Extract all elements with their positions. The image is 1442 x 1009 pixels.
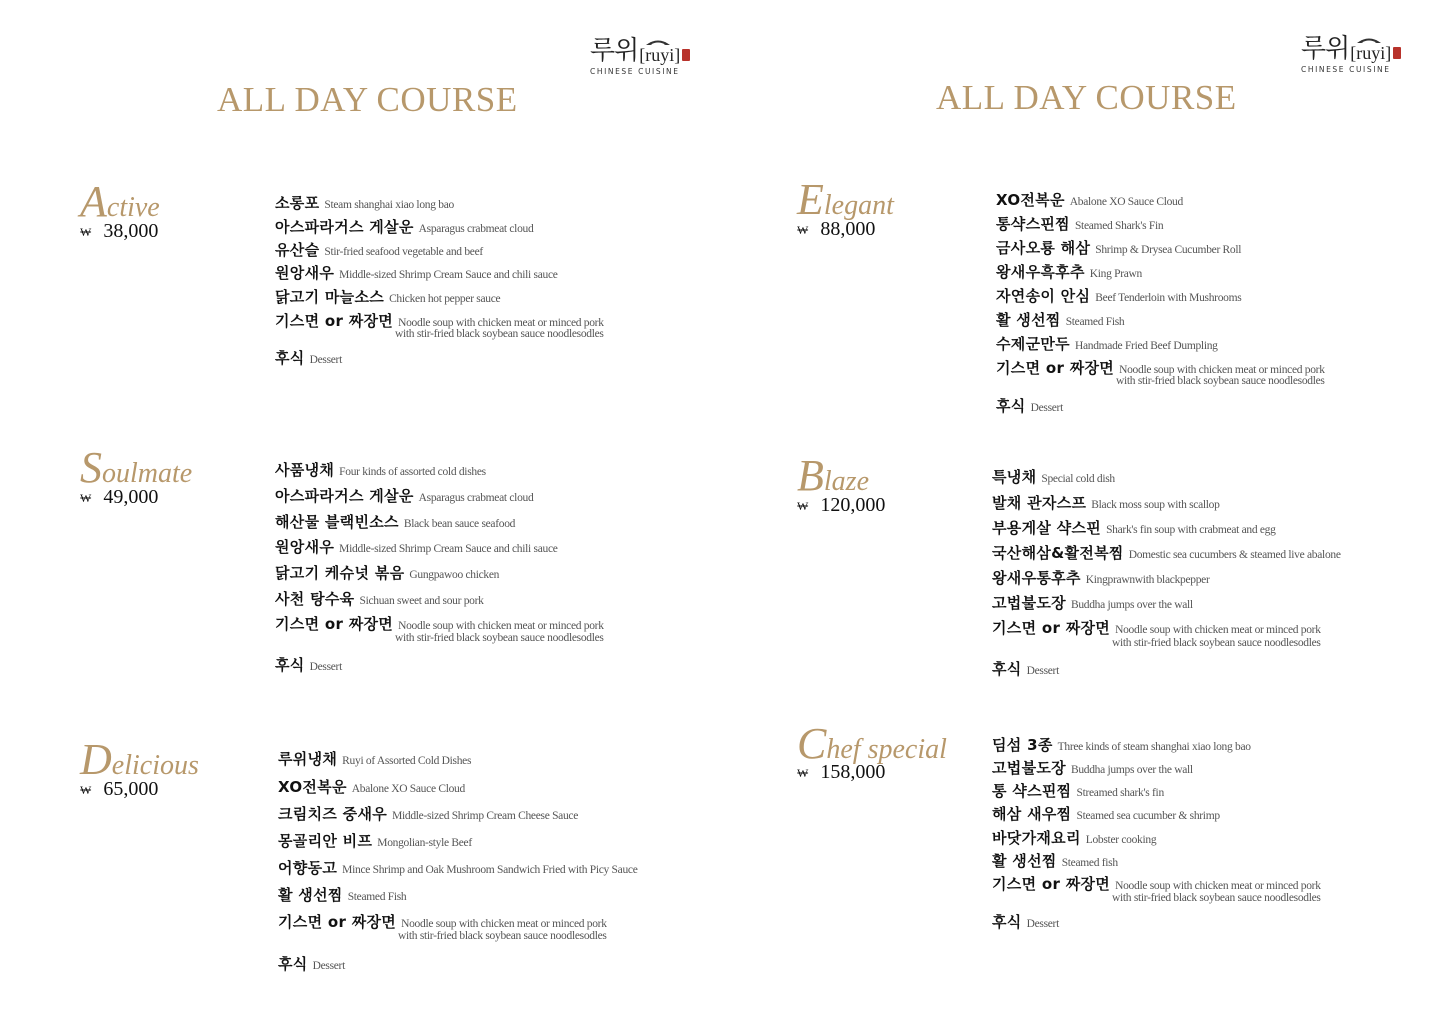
list-item: 왕새우흑후추 King Prawn bbox=[996, 263, 1143, 281]
list-item: 사천 탕수육 Sichuan sweet and sour pork bbox=[275, 590, 484, 608]
list-item: 바닷가재요리 Lobster cooking bbox=[992, 829, 1157, 847]
list-item: 고법불도장 Buddha jumps over the wall bbox=[992, 759, 1193, 777]
list-item: 통샥스핀찜 Steamed Shark's Fin bbox=[996, 215, 1164, 233]
page-title-left: ALL DAY COURSE bbox=[217, 80, 518, 119]
list-item: 기스면 or 짜장면 Noodle soup with chicken meat or minced pork bbox=[992, 619, 1321, 637]
list-item: 기스면 or 짜장면 Noodle soup with chicken meat or minced pork bbox=[275, 312, 604, 330]
list-item-continuation: with stir-fried black soybean sauce noodlesodles bbox=[398, 930, 607, 942]
list-item: 활 생선찜 Steamed Fish bbox=[278, 886, 407, 904]
brand-english-name: [ruyi] bbox=[639, 46, 680, 64]
list-item: 금사오룡 해삼 Shrimp & Drysea Cucumber Roll bbox=[996, 239, 1242, 257]
brand-logo-right bbox=[1301, 36, 1401, 74]
list-item: 닭고기 케슈넛 볶음 Gungpawoo chicken bbox=[275, 564, 500, 582]
list-item: 몽골리안 비프 Mongolian-style Beef bbox=[278, 832, 472, 850]
list-item: 해삼 새우찜 Steamed sea cucumber & shrimp bbox=[992, 805, 1220, 823]
list-item: 원앙새우 Middle-sized Shrimp Cream Sauce and chili sauce bbox=[275, 538, 558, 556]
list-item: 자연송이 안심 Beef Tenderloin with Mushrooms bbox=[996, 287, 1242, 305]
list-item: 기스면 or 짜장면 Noodle soup with chicken meat or minced pork bbox=[278, 913, 607, 931]
brand-korean-name: 루위 bbox=[1301, 34, 1350, 64]
list-item: 통 샥스핀찜 Streamed shark's fin bbox=[992, 782, 1164, 800]
list-item: 후식 Dessert bbox=[278, 955, 345, 973]
pagoda-roof-icon bbox=[1356, 34, 1382, 44]
list-item-continuation: with stir-fried black soybean sauce noodlesodles bbox=[395, 632, 604, 644]
list-item: 기스면 or 짜장면 Noodle soup with chicken meat or minced pork bbox=[275, 615, 604, 633]
list-item: 루위냉채 Ruyi of Assorted Cold Dishes bbox=[278, 750, 472, 768]
course-price-blaze: ₩ 120,000 bbox=[797, 494, 886, 516]
list-item: 후식 Dessert bbox=[992, 660, 1059, 678]
course-name-delicious: Delicious bbox=[80, 735, 199, 784]
list-item: 부용게살 샥스핀 Shark's fin soup with crabmeat and egg bbox=[992, 519, 1276, 537]
course-name-blaze: Blaze bbox=[797, 451, 869, 500]
list-item: 어향동고 Mince Shrimp and Oak Mushroom Sandwich Fried with Picy Sauce bbox=[278, 859, 638, 877]
list-item: 수제군만두 Handmade Fried Beef Dumpling bbox=[996, 335, 1218, 353]
list-item: XO전복운 Abalone XO Sauce Cloud bbox=[996, 191, 1183, 209]
course-name-active: Active bbox=[80, 177, 160, 226]
list-item: 국산해삼&활전복찜 Domestic sea cucumbers & steamed live abalone bbox=[992, 544, 1341, 562]
list-item-continuation: with stir-fried black soybean sauce noodlesodles bbox=[1112, 892, 1321, 904]
brand-subtitle: CHINESE CUISINE bbox=[590, 67, 680, 76]
brand-english-name: [ruyi] bbox=[1350, 44, 1391, 62]
list-item: 기스면 or 짜장면 Noodle soup with chicken meat or minced pork bbox=[996, 359, 1325, 377]
course-price-elegant: ₩ 88,000 bbox=[797, 218, 876, 240]
list-item: 후식 Dessert bbox=[992, 913, 1059, 931]
list-item: 아스파라거스 게살운 Asparagus crabmeat cloud bbox=[275, 487, 534, 505]
list-item: 닭고기 마늘소스 Chicken hot pepper sauce bbox=[275, 288, 501, 306]
list-item: 활 생선찜 Steamed Fish bbox=[996, 311, 1125, 329]
brand-subtitle: CHINESE CUISINE bbox=[1301, 65, 1391, 74]
course-price-delicious: ₩ 65,000 bbox=[80, 778, 159, 800]
list-item: 크림치즈 중새우 Middle-sized Shrimp Cream Cheese Sauce bbox=[278, 805, 579, 823]
list-item: XO전복운 Abalone XO Sauce Cloud bbox=[278, 778, 465, 796]
list-item: 유산슬 Stir-fried seafood vegetable and beef bbox=[275, 241, 483, 259]
list-item: 소롱포 Steam shanghai xiao long bao bbox=[275, 194, 454, 212]
course-price-chef-special: ₩ 158,000 bbox=[797, 761, 886, 783]
list-item: 왕새우통후추 Kingprawnwith blackpepper bbox=[992, 569, 1210, 587]
red-seal-icon bbox=[682, 49, 690, 61]
list-item: 아스파라거스 게살운 Asparagus crabmeat cloud bbox=[275, 218, 534, 236]
list-item-continuation: with stir-fried black soybean sauce noodlesodles bbox=[1116, 375, 1325, 387]
list-item: 딤섬 3종 Three kinds of steam shanghai xiao long bao bbox=[992, 736, 1251, 754]
list-item: 원앙새우 Middle-sized Shrimp Cream Sauce and chili sauce bbox=[275, 264, 558, 282]
list-item: 기스면 or 짜장면 Noodle soup with chicken meat or minced pork bbox=[992, 875, 1321, 893]
page-title-right: ALL DAY COURSE bbox=[936, 78, 1237, 117]
list-item: 후식 Dessert bbox=[275, 656, 342, 674]
course-name-elegant: Elegant bbox=[797, 175, 894, 224]
list-item: 특냉채 Special cold dish bbox=[992, 468, 1115, 486]
course-name-chef-special: Chef special bbox=[797, 719, 947, 768]
list-item-continuation: with stir-fried black soybean sauce noodlesodles bbox=[1112, 637, 1321, 649]
brand-logo-left bbox=[590, 38, 690, 76]
pagoda-roof-icon bbox=[645, 36, 671, 46]
list-item: 후식 Dessert bbox=[996, 397, 1063, 415]
course-name-soulmate: Soulmate bbox=[80, 443, 193, 492]
list-item: 고법불도장 Buddha jumps over the wall bbox=[992, 594, 1193, 612]
course-price-soulmate: ₩ 49,000 bbox=[80, 486, 159, 508]
list-item-continuation: with stir-fried black soybean sauce noodlesodles bbox=[395, 328, 604, 340]
list-item: 후식 Dessert bbox=[275, 349, 342, 367]
course-price-active: ₩ 38,000 bbox=[80, 220, 159, 242]
red-seal-icon bbox=[1393, 47, 1401, 59]
list-item: 발채 관자스프 Black moss soup with scallop bbox=[992, 494, 1220, 512]
list-item: 활 생선찜 Steamed fish bbox=[992, 852, 1118, 870]
list-item: 해산물 블랙빈소스 Black bean sauce seafood bbox=[275, 513, 516, 531]
brand-korean-name: 루위 bbox=[590, 36, 639, 66]
list-item: 사품냉채 Four kinds of assorted cold dishes bbox=[275, 461, 486, 479]
